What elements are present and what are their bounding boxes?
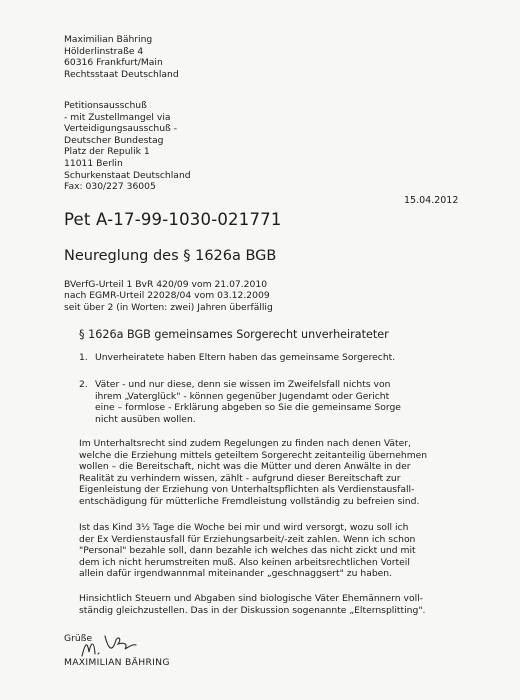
paragraph-line: welche die Erziehung mittels geteiltem Sorgerecht zeitanteilig übernehmen bbox=[79, 449, 428, 461]
paragraph bbox=[79, 438, 427, 508]
list-line: ihrem „Vaterglück" - können gegenüber Jugendamt oder Gericht bbox=[95, 390, 390, 402]
paragraph bbox=[79, 593, 425, 616]
recipient-address bbox=[64, 100, 191, 193]
recipient-line: - mit Zustellmangel via bbox=[64, 111, 171, 123]
recipient-line: Petitionsausschuß bbox=[64, 100, 147, 111]
paragraph-line: Im Unterhaltsrecht sind zudem Regelungen zu finden nach denen Väter, bbox=[79, 438, 411, 449]
recipient-line: Verteidigungsausschuß - bbox=[64, 123, 178, 135]
list-line: Väter - und nur diese, denn sie wissen im Zweifelsfall nichts von bbox=[95, 379, 391, 390]
signatory-name: MAXIMILIAN BÄHRING bbox=[64, 657, 170, 668]
sender-city: 60316 Frankfurt/Main bbox=[64, 57, 163, 69]
recipient-line: Platz der Repulik 1 bbox=[64, 146, 150, 158]
paragraph-line: Eigenleistung der Erziehung von Unterhaltspflichten als Verdienstausfall- bbox=[79, 484, 415, 496]
reference-number: Pet A-17-99-1030-021771 bbox=[64, 210, 282, 229]
paragraph-line: allein dafür irgendwannmal miteinander „geschnaggsert" zu haben. bbox=[79, 568, 393, 580]
paragraph-line: der Ex Verdienstausfall für Erziehungsarbeit/-zeit zahlen. Wenn ich schon bbox=[79, 533, 416, 545]
sender-state: Rechtsstaat Deutschland bbox=[64, 68, 179, 80]
recipient-line: 11011 Berlin bbox=[64, 157, 123, 169]
paragraph bbox=[79, 522, 416, 580]
closing-greeting: Grüße bbox=[64, 633, 93, 644]
paragraph-line: "Personal" bezahle soll, dann bezahle ich welches das nicht zickt und mit bbox=[79, 545, 416, 557]
sender-street: Hölderlinstraße 4 bbox=[64, 45, 144, 57]
list-text: Unverheiratete haben Eltern haben das gemeinsame Sorgerecht. bbox=[95, 352, 396, 363]
court-line: nach EGMR-Urteil 22028/04 vom 03.12.2009 bbox=[64, 290, 270, 302]
paragraph-line: Realität zu verhindern wissen, zählt - aufgrund dieser Bereitschaft zur bbox=[79, 472, 401, 484]
paragraph-line: ständig gleichzustellen. Das in der Diskussion sogenannte „Elternsplitting". bbox=[79, 604, 426, 616]
list-line: nicht ausüben wollen. bbox=[95, 413, 196, 425]
paragraph-line: Hinsichtlich Steuern und Abgaben sind biologische Väter Ehemännern voll- bbox=[79, 593, 423, 604]
court-references bbox=[64, 279, 273, 313]
paragraph-line: dem ich nicht herumstreiten muß. Also keinen arbeitsrechtlichen Vorteil bbox=[79, 556, 410, 568]
list-text bbox=[95, 379, 401, 425]
list-number: 2. bbox=[79, 379, 88, 390]
letter-date: 15.04.2012 bbox=[404, 195, 459, 206]
paragraph-line: wollen – die Bereitschaft, nicht was die Mütter und deren Anwälte in der bbox=[79, 461, 411, 473]
paragraph-line: Ist das Kind 3½ Tage die Woche bei mir und wird versorgt, wozu soll ich bbox=[79, 522, 409, 533]
paragraph-line: entschädigung für mütterliche Fremdleistung vollständig zu befreien sind. bbox=[79, 495, 420, 507]
section-heading: § 1626a BGB gemeinsames Sorgerecht unverheirateter bbox=[79, 328, 389, 341]
recipient-line: Schurkenstaat Deutschland bbox=[64, 169, 191, 181]
sender-name: Maximilian Bähring bbox=[64, 34, 153, 45]
recipient-line: Fax: 030/227 36005 bbox=[64, 181, 156, 193]
list-number: 1. bbox=[79, 352, 88, 363]
list-line: eine – formlose - Erklärung abgeben so Sie die gemeinsame Sorge bbox=[95, 402, 401, 414]
court-line: BVerfG-Urteil 1 BvR 420/09 vom 21.07.2010 bbox=[64, 279, 268, 290]
sender-address bbox=[64, 34, 179, 80]
recipient-line: Deutscher Bundestag bbox=[64, 134, 164, 146]
letter-subject: Neureglung des § 1626a BGB bbox=[64, 248, 277, 264]
court-line: seit über 2 (in Worten: zwei) Jahren überfällig bbox=[64, 301, 273, 313]
